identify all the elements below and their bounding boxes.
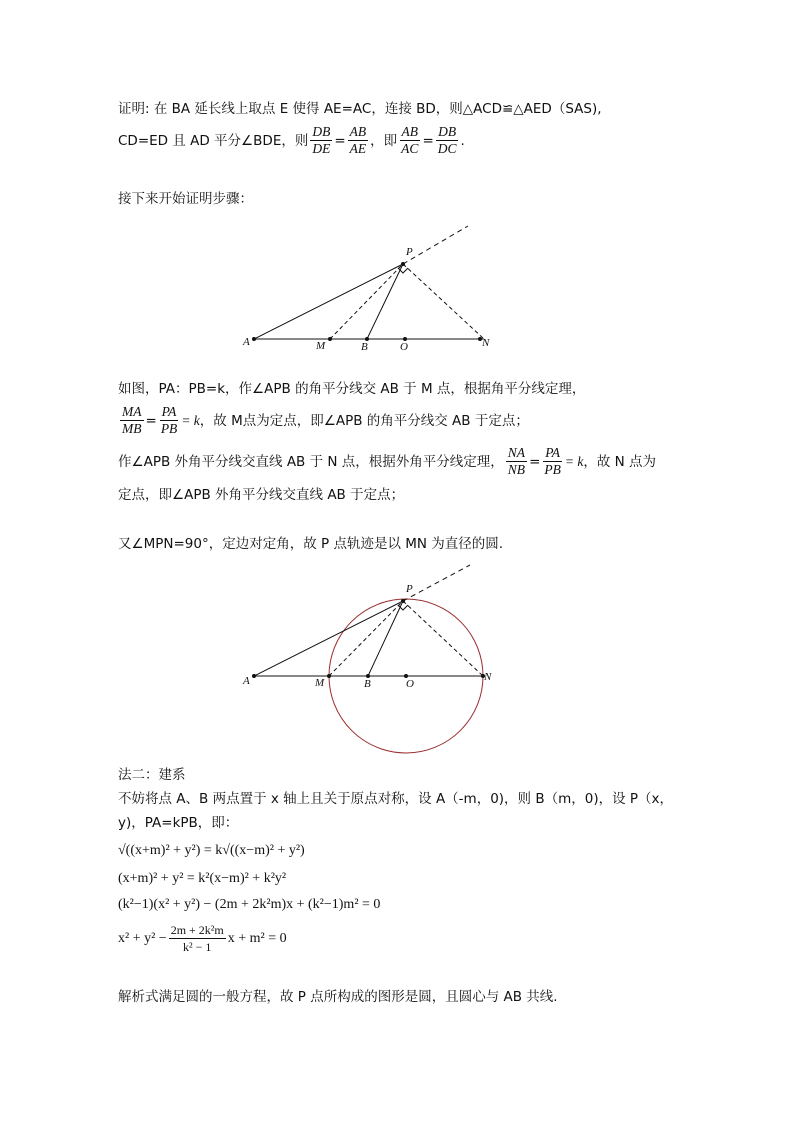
- fraction-ab-ac: $\frac{AB}{AC}$: [401, 124, 419, 156]
- label-n-2: N: [484, 671, 492, 683]
- proof-line-2-mid: ，即: [370, 132, 398, 149]
- fraction-ab-ae: $\frac{AB}{AE}$: [349, 124, 367, 156]
- label-n: N: [482, 337, 490, 349]
- proof-line-2: [118, 124, 465, 157]
- equals-sign-4: =: [529, 453, 541, 470]
- para2-line-3-text: 作∠APB 外角平分线交直线 AB 于 N 点，根据外角平分线定理，: [118, 453, 504, 470]
- label-a: A: [243, 336, 250, 348]
- label-b-2: B: [364, 678, 371, 690]
- equals-k: = k: [181, 412, 200, 428]
- label-p: P: [406, 246, 413, 258]
- equals-sign-2: =: [422, 132, 434, 149]
- conclusion-text: 解析式满足圆的一般方程，故 P 点所构成的图形是圆，且圆心与 AB 共线.: [118, 989, 558, 1005]
- equation-4-right: x + m² = 0: [227, 930, 287, 946]
- method2-line-2: y)，PA=kPB，即：: [118, 815, 239, 831]
- figure-triangle: [240, 222, 490, 357]
- method2-line-1: 不妨将点 A、B 两点置于 x 轴上且关于原点对称，设 A（-m，0)，则 B（m，0)，设 P（x，: [118, 791, 674, 807]
- equation-4: [118, 922, 287, 955]
- fraction-pa-pb-2: $\frac{PA}{PB}$: [544, 445, 561, 477]
- label-o: O: [400, 341, 408, 353]
- label-m-2: M: [315, 677, 325, 689]
- proof-line-1: 证明: 在 BA 延长线上取点 E 使得 AE=AC，连接 BD，则△ACD≌△AED（SAS),: [118, 101, 602, 117]
- fraction-na-nb: $\frac{NA}{NB}$: [507, 445, 526, 477]
- label-a-2: A: [243, 675, 250, 687]
- para2-line-2: [118, 404, 529, 437]
- equation-3: (k²−1)(x² + y²) − (2m + 2k²m)x + (k²−1)m² = 0: [118, 897, 381, 912]
- para2-line-4: 定点，即∠APB 外角平分线交直线 AB 于定点；: [118, 487, 405, 503]
- equation-1: √((x+m)² + y²) = k√((x−m)² + y²): [118, 843, 305, 858]
- fraction-db-de: $\frac{DB}{DE}$: [312, 124, 331, 156]
- intro-text: 接下来开始证明步骤：: [118, 191, 253, 207]
- para3-text: 又∠MPN=90°，定边对定角，故 P 点轨迹是以 MN 为直径的圆.: [118, 536, 504, 552]
- label-p-2: P: [406, 583, 413, 595]
- para2-line-2-text: ，故 M点为定点，即∠APB 的角平分线交 AB 于定点；: [199, 412, 529, 429]
- label-m: M: [316, 340, 326, 352]
- para2-line-3: [118, 445, 656, 478]
- proof-line-2-text: CD=ED 且 AD 平分∠BDE，则: [118, 132, 309, 149]
- label-o-2: O: [406, 678, 414, 690]
- label-b: B: [361, 341, 368, 353]
- equals-k-2: = k: [564, 453, 584, 469]
- fraction-ma-mb: $\frac{MA}{MB}$: [122, 404, 142, 436]
- equation-4-fraction: $\frac{\text{2m + 2k²m}}{\text{k² − 1}}$: [170, 923, 224, 954]
- proof-line-2-end: .: [460, 132, 465, 149]
- para2-line-1: 如图，PA：PB=k，作∠APB 的角平分线交 AB 于 M 点，根据角平分线定理，: [118, 381, 586, 397]
- fraction-db-dc: $\frac{DB}{DC}$: [437, 124, 457, 156]
- para2-line-3-end: ，故 N 点为: [583, 453, 657, 470]
- method2-title: 法二：建系: [118, 767, 186, 783]
- equals-sign: =: [334, 132, 346, 149]
- equation-4-left: x² + y² −: [118, 930, 167, 946]
- fraction-pa-pb: $\frac{PA}{PB}$: [160, 404, 178, 436]
- equation-2: (x+m)² + y² = k²(x−m)² + k²y²: [118, 871, 287, 886]
- equals-sign-3: =: [145, 412, 157, 429]
- figure-circle: [240, 560, 490, 755]
